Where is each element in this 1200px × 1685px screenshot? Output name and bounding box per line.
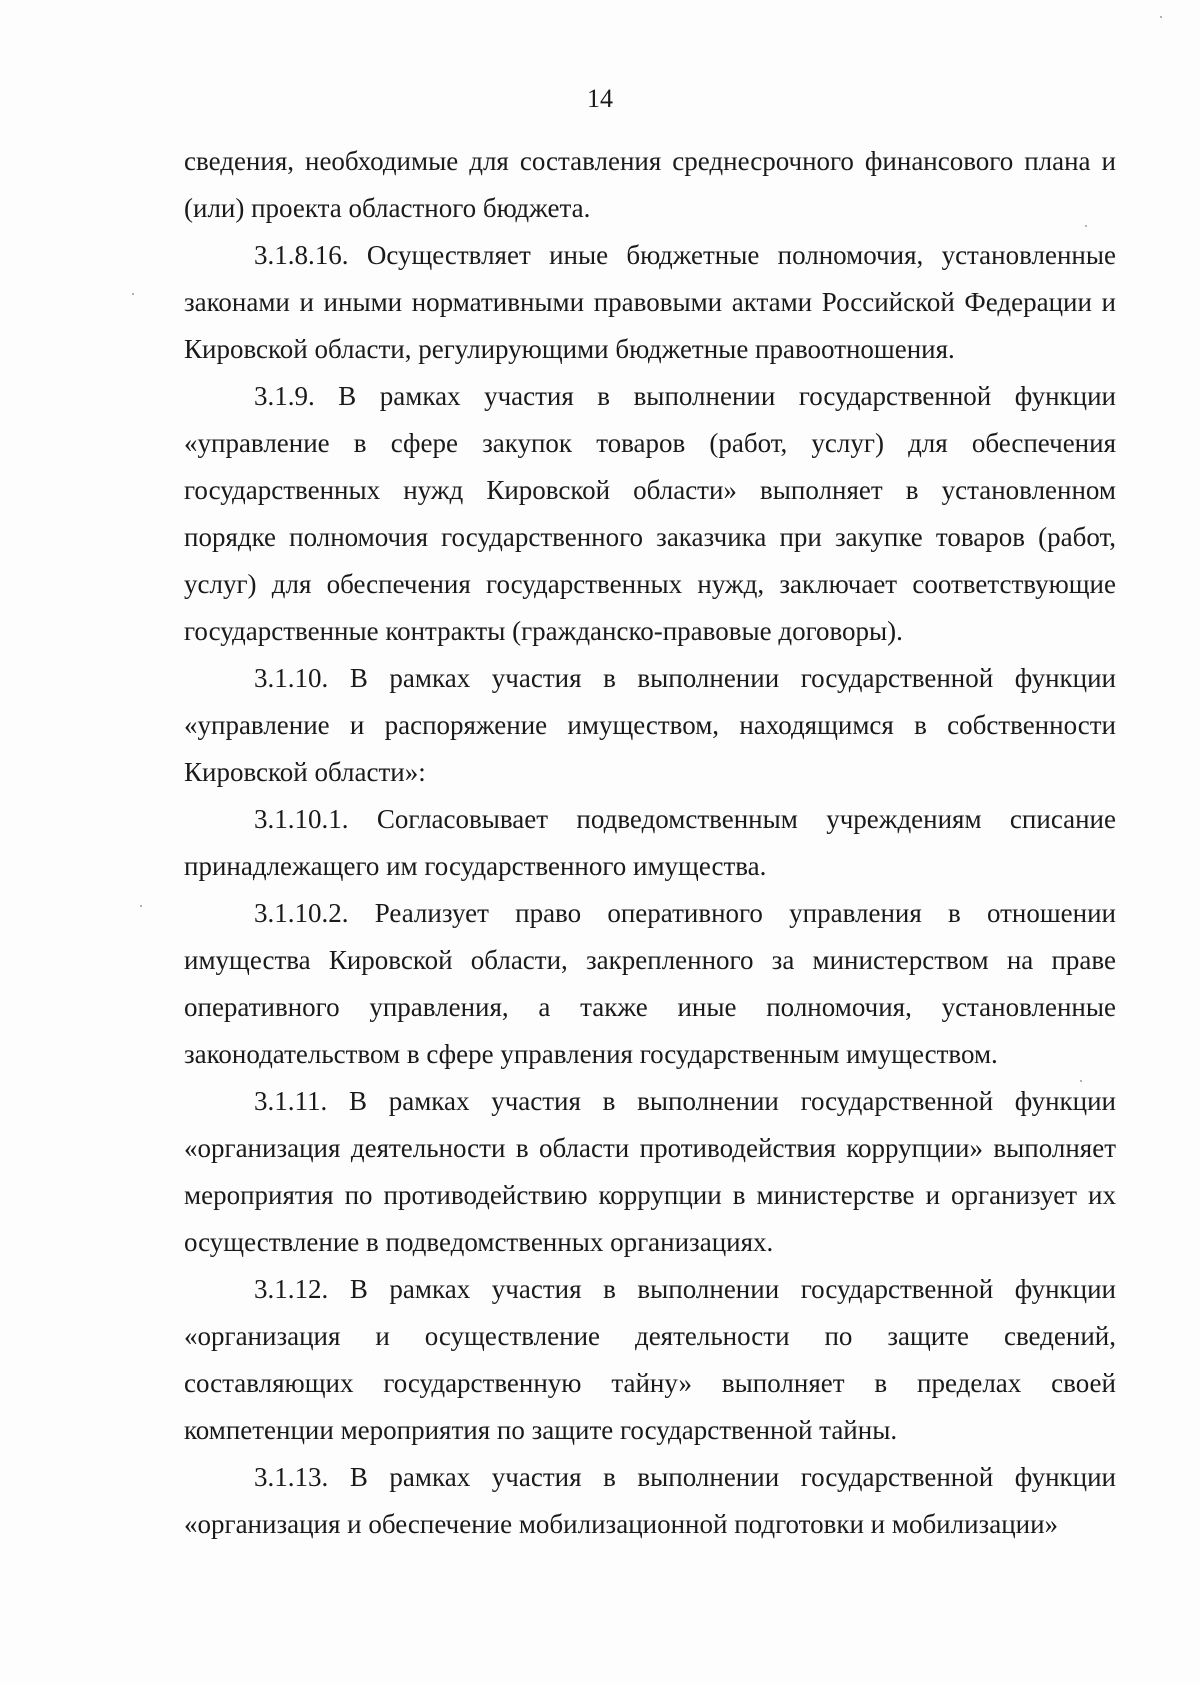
paragraph-3-1-11: 3.1.11. В рамках участия в выполнении государственной функции «организация деятельности в области противодействия коррупции» выполняет мероприятия по противодействию коррупции в министерстве и организует их осуществление в подведомственных организациях. [184,1086,1116,1257]
document-body [184,138,1116,1548]
paragraph-3-1-9: 3.1.9. В рамках участия в выполнении государственной функции «управление в сфере закупок товаров (работ, услуг) для обеспечения государственных нужд Кировской области» выполняет в установленном порядке полномочия государственного заказчика при закупке товаров (работ, услуг) для обеспечения государственных нужд, заключает соответствующие государственные контракты (гражданско-правовые договоры). [184,381,1116,646]
paragraph-3-1-10: 3.1.10. В рамках участия в выполнении государственной функции «управление и распоряжение имуществом, находящимся в собственности Кировской области»: [184,663,1116,787]
paragraph-3-1-12: 3.1.12. В рамках участия в выполнении государственной функции «организация и осуществление деятельности по защите сведений, составляющих государственную тайну» выполняет в пределах своей компетенции мероприятия по защите государственной тайны. [184,1274,1116,1445]
scan-speck [1085,225,1087,227]
scan-speck [1160,16,1162,18]
paragraph-continuation: сведения, необходимые для составления среднесрочного финансового плана и (или) проекта областного бюджета. [184,146,1116,223]
scan-speck [1080,1080,1082,1082]
paragraph-3-1-10-1: 3.1.10.1. Согласовывает подведомственным учреждениям списание принадлежащего им государственного имущества. [184,804,1116,881]
scan-speck [132,293,134,295]
scan-speck [140,905,142,907]
page-number: 14 [587,84,613,113]
paragraph-3-1-8-16: 3.1.8.16. Осуществляет иные бюджетные полномочия, установленные законами и иными нормативными правовыми актами Российской Федерации и Кировской области, регулирующими бюджетные правоотношения. [184,240,1116,364]
paragraph-3-1-13: 3.1.13. В рамках участия в выполнении государственной функции «организация и обеспечение мобилизационной подготовки и мобилизации» [184,1462,1116,1539]
paragraph-3-1-10-2: 3.1.10.2. Реализует право оперативного управления в отношении имущества Кировской области, закрепленного за министерством на праве оперативного управления, а также иные полномочия, установленные законодательством в сфере управления государственным имуществом. [184,898,1116,1069]
